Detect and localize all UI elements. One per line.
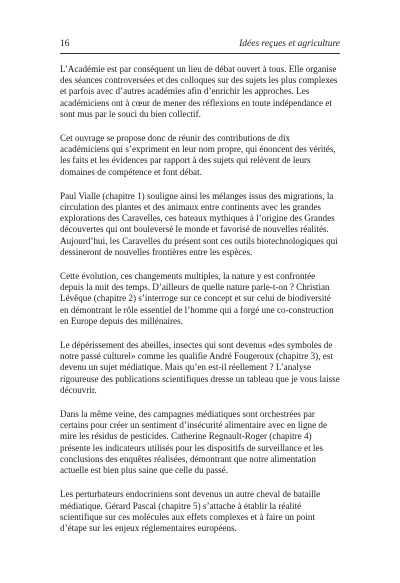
page-header <box>60 39 340 54</box>
paragraph: Cet ouvrage se propose donc de réunir des contributions de dix académiciens qui s’expriment en leur nom propre, qui énoncent des vérités, les faits et les évidences par rapport à des sujets qui relèvent de leurs domaines de compétence et font débat. <box>60 133 336 177</box>
running-title: Idées reçues et agriculture <box>239 39 340 49</box>
paragraph: Cette évolution, ces changements multiples, la nature y est confrontée depuis la nuit des temps. D’ailleurs de quelle nature parle-t-on ? Christian Lévêque (chapitre 2) s’interroge sur ce concept et sur celui de biodiversité en démontrant le rôle essentiel de l’homme qui a forgé une co-construction en Europe depuis des millénaires. <box>60 271 334 326</box>
paragraph: Les perturbateurs endocriniens sont devenus un autre cheval de bataille médiatique. Gérard Pascal (chapitre 5) s’attache à établir la réalité scientifique sur ces molécules aux effets complexes et à faire un point d’étape sur les enjeux réglementaires européens. <box>60 489 321 533</box>
page-number: 16 <box>60 39 70 49</box>
body-text <box>60 64 341 547</box>
paragraph: L’Académie est par conséquent un lieu de débat ouvert à tous. Elle organise des séances controversées et des colloques sur des sujets les plus complexes et parfois avec d’autres académies afin d’enrichir les approches. Les académiciens ont à cœur de mener des réflexions en toute indépendance et sont mus par le souci du bien collectif. <box>60 64 338 119</box>
paragraph: Le dépérissement des abeilles, insectes qui sont devenus «des symboles de notre passé culturel» comme les qualifie André Fougeroux (chapitre 3), est devenu un sujet médiatique. Mais qu’en est-il réellement ? L’analyse rigoureuse des publications scientifiques dresse un tableau que je vous laisse découvrir. <box>60 340 340 395</box>
paragraph: Dans la même veine, des campagnes médiatiques sont orchestrées par certains pour créer un sentiment d’insécurité alimentaire avec en ligne de mire les résidus de pesticides. Catherine Regnault-Roger (chapitre 4) présente les indicateurs utilisés pour les dispositifs de surveillance et les conclusions des enquêtes réalisées, démontrant que notre alimentation actuelle est bien plus saine que celle du passé. <box>60 409 328 476</box>
paragraph: Paul Vialle (chapitre 1) souligne ainsi les mélanges issus des migrations, la circulation des plantes et des animaux entre continents avec les grandes explorations des Caravelles, ces bateaux mythiques à l’origine des Grandes découvertes qui ont bouleversé le monde et favorisé de nouvelles réalités. Aujourd’hui, les Caravelles du présent sont ces outils biotechnologiques qui dessineront de nouvelles frontières entre les espèces. <box>60 190 338 257</box>
